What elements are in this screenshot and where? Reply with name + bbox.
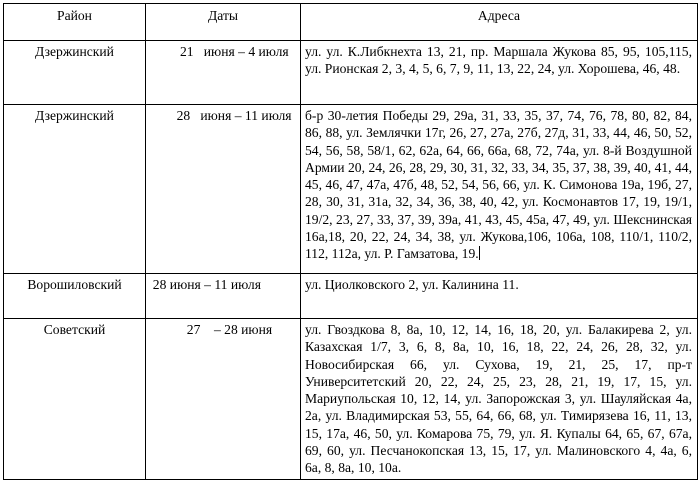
dates-cell: 28 июня – 11 июля	[146, 105, 301, 274]
addresses-text: б-р 30-летия Победы 29, 29а, 31, 33, 35, 37, 74, 76, 78, 80, 82, 84, 86, 88, ул. Землячки 17г, 26, 27, 27а, 27б, 27д, 31, 33, 44, 46, 50, 52, 54, 56, 58, 58/1, 62, 62а, 64, 66, 66а, 68, 72, 74а, ул. 8-й Воздушной Армии 20, 24, 26, 28, 29, 30, 31, 32, 33, 34, 35, 37, 38, 39, 40, 41, 44, 45, 46, 47, 47а, 47б, 48, 52, 54, 56, 66, ул. К. Симонова 19а, 19б, 27, 28, 30, 31, 31а, 32, 34, 36, 38, 40, 42, ул. Космонавтов 17, 19, 19/1, 19/2, 23, 27, 33, 37, 39, 39а, 41, 43, 45, 45а, 47, 49, ул. Шекснинская 16а,18, 20, 22, 24, 34, 38, ул. Жукова,106, 106а, 108, 110/1, 110/2, 112, 112а, ул. Р. Гамзатова, 19.	[305, 108, 692, 262]
table-row	[4, 41, 698, 105]
district-cell: Советский	[4, 319, 146, 480]
addresses-cell: ул. Гвоздкова 8, 8а, 10, 12, 14, 16, 18, 20, ул. Балакирева 2, ул. Казахская 1/7, 3, 6, 8, 8а, 10, 16, 18, 22, 24, 26, 28, 32, ул. Новосибирская 66, ул. Сухова, 19, 21, 25, 17, пр-т Университетский 20, 22, 24, 25, 23, 28, 21, 19, 17, 15, ул. Мариупольская 10, 12, 14, ул. Запорожская 3, ул. Шауляйская 4а, 2а, ул. Владимирская 53, 55, 64, 66, 68, ул. Тимирязева 16, 11, 13, 15, 17а, 46, 50, ул. Комарова 75, 79, ул. Я. Купалы 64, 65, 67, 67а, 69, 60, ул. Песчанокопская 13, 15, 17, ул. Малиновского 4, 4а, 6, 6а, 8, 8а, 10, 10а.	[301, 319, 698, 480]
addresses-cell: ул. Циолковского 2, ул. Калинина 11.	[301, 274, 698, 319]
dates-cell: 21 июня – 4 июля	[146, 41, 301, 105]
header-addresses: Адреса	[301, 4, 698, 41]
schedule-table	[3, 3, 698, 480]
table-header-row	[4, 4, 698, 41]
dates-cell: 27 – 28 июня	[146, 319, 301, 480]
header-district: Район	[4, 4, 146, 41]
text-cursor	[479, 246, 480, 260]
table-row	[4, 274, 698, 319]
table-row	[4, 319, 698, 480]
addresses-cell[interactable]	[301, 105, 698, 274]
header-dates: Даты	[146, 4, 301, 41]
dates-cell: 28 июня – 11 июля	[146, 274, 301, 319]
district-cell: Дзержинский	[4, 41, 146, 105]
district-cell: Ворошиловский	[4, 274, 146, 319]
addresses-cell: ул. ул. К.Либкнехта 13, 21, пр. Маршала Жукова 85, 95, 105,115, ул. Рионская 2, 3, 4, 5, 6, 7, 9, 11, 13, 22, 24, ул. Хорошева, 46, 48.	[301, 41, 698, 105]
table-row	[4, 105, 698, 274]
district-cell: Дзержинский	[4, 105, 146, 274]
